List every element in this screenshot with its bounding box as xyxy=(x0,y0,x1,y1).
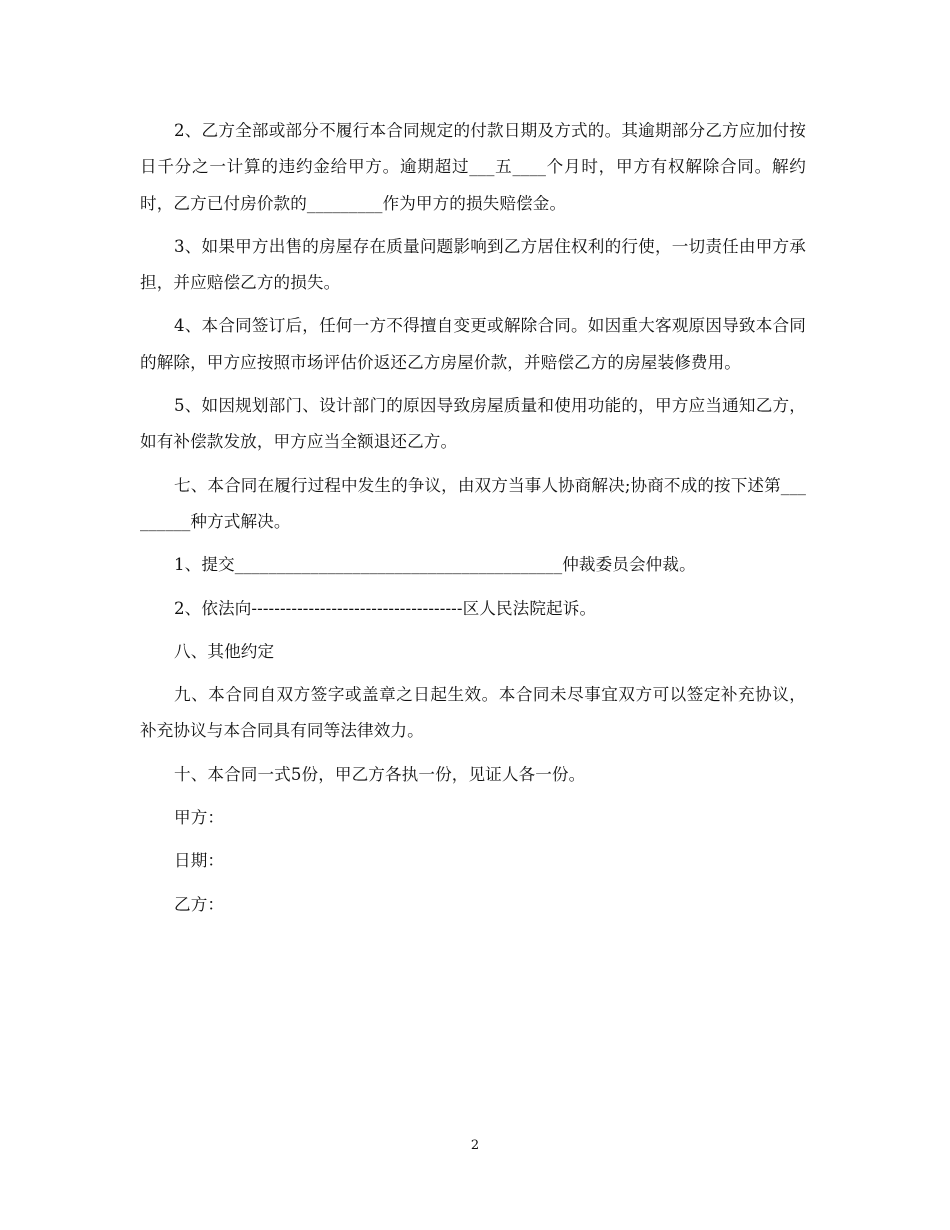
clause-copies: 十、本合同一式5份，甲乙方各执一份，见证人各一份。 xyxy=(174,764,586,784)
document-body xyxy=(140,113,806,930)
clause-quality-liability: 3、如果甲方出售的房屋存在质量问题影响到乙方居住权利的行使，一切责任由甲方承担，并应赔偿乙方的损失。 xyxy=(140,236,806,293)
signature-party-b: 乙方： xyxy=(174,894,225,914)
clause-payment-default: 2、乙方全部或部分不履行本合同规定的付款日期及方式的。其逾期部分乙方应加付按日千分之一计算的违约金给甲方。逾期超过___五____个月时，甲方有权解除合同。解约时，乙方已付房价款的_________作为甲方的损失赔偿金。 xyxy=(140,121,806,213)
clause-effective-date: 九、本合同自双方签字或盖章之日起生效。本合同未尽事宜双方可以签定补充协议，补充协议与本合同具有同等法律效力。 xyxy=(140,685,806,741)
option-court: 2、依法向-------------------------------------区人民法院起诉。 xyxy=(174,598,597,618)
clause-no-unilateral-change: 4、本合同签订后，任何一方不得擅自变更或解除合同。如因重大客观原因导致本合同的解除，甲方应按照市场评估价返还乙方房屋价款，并赔偿乙方的房屋装修费用。 xyxy=(140,316,806,372)
signature-date: 日期： xyxy=(174,851,225,871)
clause-compensation-refund: 5、如因规划部门、设计部门的原因导致房屋质量和使用功能的，甲方应当通知乙方，如有补偿款发放，甲方应当全额退还乙方。 xyxy=(140,396,806,452)
clause-other-agreements: 八、其他约定 xyxy=(174,641,275,661)
option-arbitration: 1、提交_______________________________________仲裁委员会仲裁。 xyxy=(174,555,696,575)
clause-dispute-resolution: 七、本合同在履行过程中发生的争议，由双方当事人协商解决;协商不成的按下述第_________种方式解决。 xyxy=(140,475,806,531)
signature-party-a: 甲方： xyxy=(174,808,225,828)
page-number: 2 xyxy=(470,1138,480,1153)
